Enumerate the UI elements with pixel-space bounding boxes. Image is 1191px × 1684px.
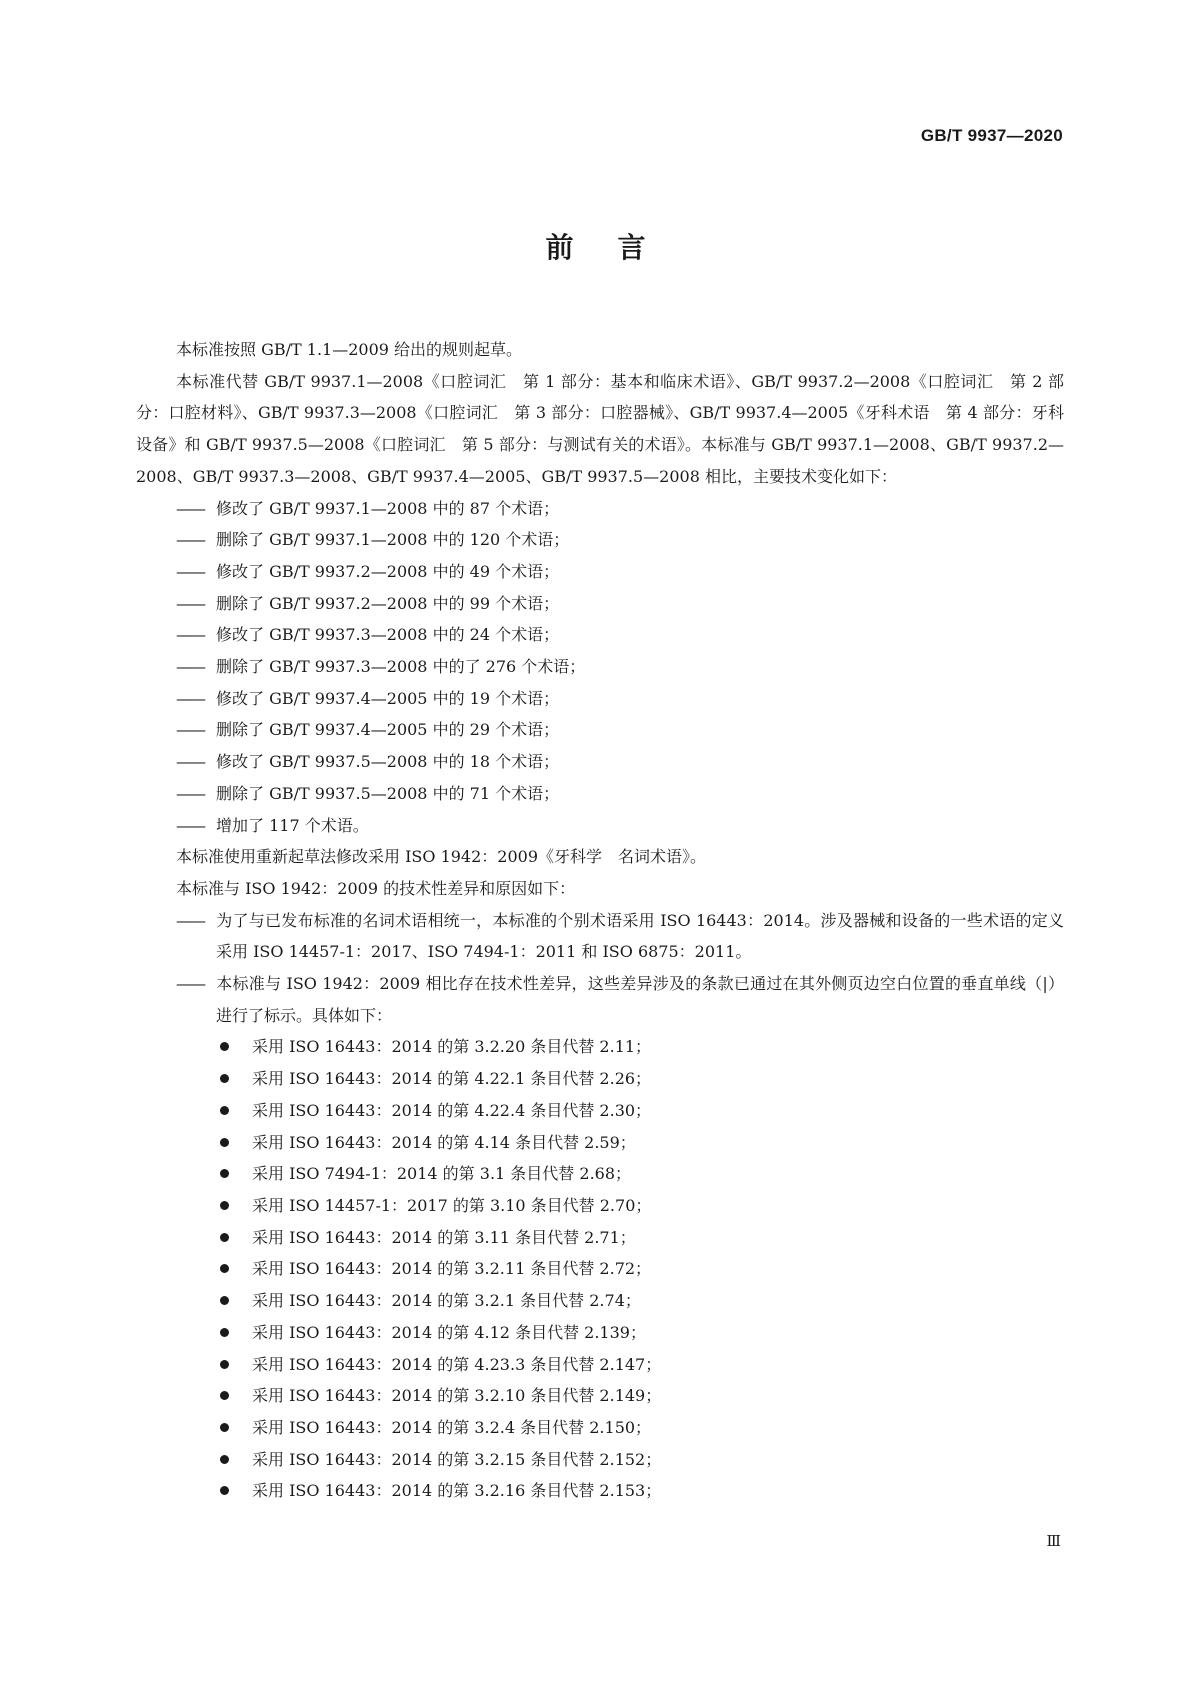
change-item	[136, 683, 1064, 715]
bullet-icon	[220, 1360, 229, 1369]
document-body	[136, 334, 1064, 1507]
dash-marker: ——	[176, 657, 204, 677]
bullet-icon	[220, 1391, 229, 1400]
list-item	[136, 1190, 1064, 1222]
dash-marker: ——	[176, 974, 204, 994]
list-item	[136, 1444, 1064, 1476]
bullet-icon	[220, 1296, 229, 1305]
list-item	[136, 1127, 1064, 1159]
bullet-text: 采用 ISO 16443：2014 的第 3.2.10 条目代替 2.149；	[252, 1386, 662, 1406]
change-item	[136, 588, 1064, 620]
difference-item	[136, 905, 1064, 968]
dash-marker: ——	[176, 815, 204, 835]
change-text: 增加了 117 个术语。	[216, 815, 369, 835]
bullet-text: 采用 ISO 16443：2014 的第 4.12 条目代替 2.139；	[252, 1322, 646, 1342]
list-item	[136, 1412, 1064, 1444]
change-text: 删除了 GB/T 9937.1—2008 中的 120 个术语；	[216, 530, 570, 550]
bullet-icon	[220, 1138, 229, 1147]
change-text: 删除了 GB/T 9937.2—2008 中的 99 个术语；	[216, 593, 560, 613]
paragraph-adoption: 本标准使用重新起草法修改采用 ISO 1942：2009《牙科学 名词术语》。	[176, 847, 707, 867]
differences-list	[136, 905, 1064, 1032]
list-item	[136, 1253, 1064, 1285]
bullet-text: 采用 ISO 16443：2014 的第 3.2.16 条目代替 2.153；	[252, 1481, 662, 1501]
difference-text: 为了与已发布标准的名词术语相统一，本标准的个别术语采用 ISO 16443：2014。涉及器械和设备的一些术语的定义采用 ISO 14457-1：2017、ISO 7494-1：2011 和 ISO 6875：2011。	[216, 910, 1064, 962]
dash-marker: ——	[176, 498, 204, 518]
list-item	[136, 1095, 1064, 1127]
list-item	[136, 1222, 1064, 1254]
bullet-text: 采用 ISO 16443：2014 的第 4.22.4 条目代替 2.30；	[252, 1100, 652, 1120]
bullet-icon	[220, 1423, 229, 1432]
difference-item	[136, 968, 1064, 1031]
bullet-icon	[220, 1455, 229, 1464]
list-item	[136, 1158, 1064, 1190]
dash-marker: ——	[176, 625, 204, 645]
paragraph-replacement: 本标准代替 GB/T 9937.1—2008《口腔词汇 第 1 部分：基本和临床术语》、GB/T 9937.2—2008《口腔词汇 第 2 部分：口腔材料》、GB/T 9937.3—2008《口腔词汇 第 3 部分：口腔器械》、GB/T 9937.4—2005《牙科术语 第 4 部分：牙科设备》和 GB/T 9937.5—2008《口腔词汇 第 5 部分：与测试有关的术语》。本标准与 GB/T 9937.1—2008、GB/T 9937.2—2008、GB/T 9937.3—2008、GB/T 9937.4—2005、GB/T 9937.5—2008 相比，主要技术变化如下：	[136, 371, 1064, 486]
bullet-icon	[220, 1074, 229, 1083]
list-item	[136, 1380, 1064, 1412]
bullet-text: 采用 ISO 16443：2014 的第 3.2.20 条目代替 2.11；	[252, 1037, 652, 1057]
paragraph-drafting-rules: 本标准按照 GB/T 1.1—2009 给出的规则起草。	[176, 340, 523, 359]
bullet-text: 采用 ISO 16443：2014 的第 4.23.3 条目代替 2.147；	[252, 1354, 662, 1374]
page-number: Ⅲ	[1046, 1532, 1061, 1550]
change-text: 删除了 GB/T 9937.5—2008 中的 71 个术语；	[216, 783, 560, 803]
list-item	[136, 1285, 1064, 1317]
change-text: 修改了 GB/T 9937.5—2008 中的 18 个术语；	[216, 752, 560, 772]
bullet-icon	[220, 1201, 229, 1210]
dash-marker: ——	[176, 783, 204, 803]
change-item	[136, 778, 1064, 810]
change-text: 修改了 GB/T 9937.2—2008 中的 49 个术语；	[216, 561, 560, 581]
bullet-icon	[220, 1264, 229, 1273]
page-title: 前言	[545, 231, 690, 264]
bullet-text: 采用 ISO 16443：2014 的第 3.2.15 条目代替 2.152；	[252, 1449, 662, 1469]
change-text: 修改了 GB/T 9937.4—2005 中的 19 个术语；	[216, 688, 560, 708]
bullet-icon	[220, 1169, 229, 1178]
list-item	[136, 1063, 1064, 1095]
bullet-text: 采用 ISO 16443：2014 的第 3.2.4 条目代替 2.150；	[252, 1417, 652, 1437]
bullet-icon	[220, 1042, 229, 1051]
dash-marker: ——	[176, 910, 204, 930]
change-item	[136, 619, 1064, 651]
bullet-text: 采用 ISO 16443：2014 的第 3.2.11 条目代替 2.72；	[252, 1259, 652, 1279]
change-text: 修改了 GB/T 9937.1—2008 中的 87 个术语；	[216, 498, 560, 518]
list-item	[136, 1031, 1064, 1063]
bullet-icon	[220, 1106, 229, 1115]
dash-marker: ——	[176, 530, 204, 550]
paragraph-differences-intro: 本标准与 ISO 1942：2009 的技术性差异和原因如下：	[176, 878, 576, 898]
change-text: 删除了 GB/T 9937.4—2005 中的 29 个术语；	[216, 720, 560, 740]
bullet-icon	[220, 1328, 229, 1337]
change-text: 修改了 GB/T 9937.3—2008 中的 24 个术语；	[216, 625, 560, 645]
change-item	[136, 524, 1064, 556]
bullet-text: 采用 ISO 14457-1：2017 的第 3.10 条目代替 2.70；	[252, 1195, 652, 1215]
change-item	[136, 556, 1064, 588]
dash-marker: ——	[176, 720, 204, 740]
list-item	[136, 1317, 1064, 1349]
list-item	[136, 1475, 1064, 1507]
bullet-text: 采用 ISO 16443：2014 的第 4.22.1 条目代替 2.26；	[252, 1069, 652, 1089]
change-item	[136, 810, 1064, 842]
change-item	[136, 746, 1064, 778]
bullet-icon	[220, 1233, 229, 1242]
replacement-bullet-list	[136, 1031, 1064, 1507]
changes-list	[136, 493, 1064, 842]
bullet-text: 采用 ISO 16443：2014 的第 4.14 条目代替 2.59；	[252, 1132, 636, 1152]
dash-marker: ——	[176, 752, 204, 772]
dash-marker: ——	[176, 593, 204, 613]
list-item	[136, 1349, 1064, 1381]
change-item	[136, 714, 1064, 746]
bullet-text: 采用 ISO 16443：2014 的第 3.2.1 条目代替 2.74；	[252, 1291, 641, 1311]
change-text: 删除了 GB/T 9937.3—2008 中的了 276 个术语；	[216, 657, 586, 677]
standard-code: GB/T 9937—2020	[920, 126, 1063, 145]
bullet-text: 采用 ISO 16443：2014 的第 3.11 条目代替 2.71；	[252, 1227, 636, 1247]
dash-marker: ——	[176, 688, 204, 708]
change-item	[136, 493, 1064, 525]
bullet-icon	[220, 1486, 229, 1495]
dash-marker: ——	[176, 561, 204, 581]
change-item	[136, 651, 1064, 683]
difference-text: 本标准与 ISO 1942：2009 相比存在技术性差异，这些差异涉及的条款已通过在其外侧页边空白位置的垂直单线（|）进行了标示。具体如下：	[216, 974, 1064, 1025]
bullet-text: 采用 ISO 7494-1：2014 的第 3.1 条目代替 2.68；	[252, 1164, 632, 1184]
